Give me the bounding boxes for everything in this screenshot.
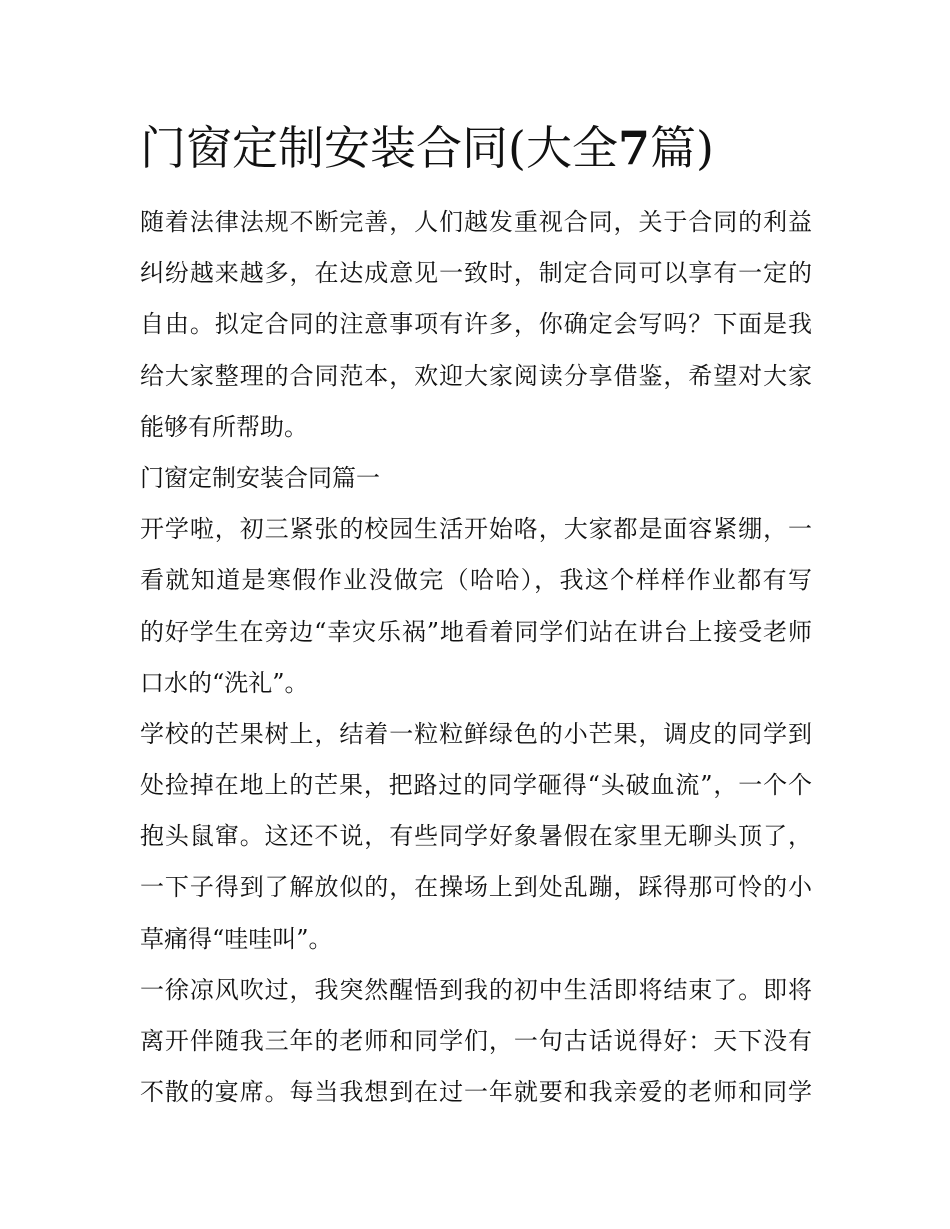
text-line: 的好学生在旁边“幸灾乐祸”地看着同学们站在讲台上接受老师 — [140, 617, 812, 646]
text-line: 能够有所帮助。 — [140, 412, 308, 441]
text-line: 口水的“洗礼”。 — [140, 668, 309, 697]
text-line: 离开伴随我三年的老师和同学们，一句古话说得好：天下没有 — [140, 1027, 812, 1055]
text-line: 处捡掉在地上的芒果，把路过的同学砸得“头破血流”，一个个 — [140, 771, 812, 800]
text-line: 给大家整理的合同范本，欢迎大家阅读分享借鉴，希望对大家 — [140, 361, 812, 390]
text-line: 草痛得“哇哇叫”。 — [140, 924, 333, 953]
text-line: 学校的芒果树上，结着一粒粒鲜绿色的小芒果，调皮的同学到 — [140, 719, 812, 748]
text-line: 一徐凉风吹过，我突然醒悟到我的初中生活即将结束了。即将 — [140, 975, 812, 1004]
text-line: 抱头鼠窜。这还不说，有些同学好象暑假在家里无聊头顶了， — [140, 822, 812, 851]
document-title — [140, 112, 840, 184]
text-line: 随着法律法规不断完善，人们越发重视合同，关于合同的利益 — [140, 208, 812, 236]
document-title-suffix: 篇) — [649, 121, 714, 175]
document-body — [140, 197, 812, 1118]
document-title-number: 7 — [617, 121, 650, 175]
section-heading: 门窗定制安装合同篇一 — [140, 463, 380, 492]
text-line: 纠纷越来越多，在达成意见一致时，制定合同可以享有一定的 — [140, 259, 812, 288]
text-line: 一下子得到了解放似的，在操场上到处乱蹦，踩得那可怜的小 — [140, 873, 812, 902]
document-title-text: 门窗定制安装合同(大全 — [140, 121, 618, 175]
text-line: 自由。拟定合同的注意事项有许多，你确定会写吗？下面是我 — [140, 310, 812, 339]
text-line: 不散的宴席。每当我想到在过一年就要和我亲爱的老师和同学 — [140, 1078, 812, 1107]
text-line: 开学啦，初三紧张的校园生活开始咯，大家都是面容紧绷，一 — [140, 515, 812, 544]
text-line: 看就知道是寒假作业没做完（哈哈），我这个样样作业都有写 — [140, 566, 812, 595]
